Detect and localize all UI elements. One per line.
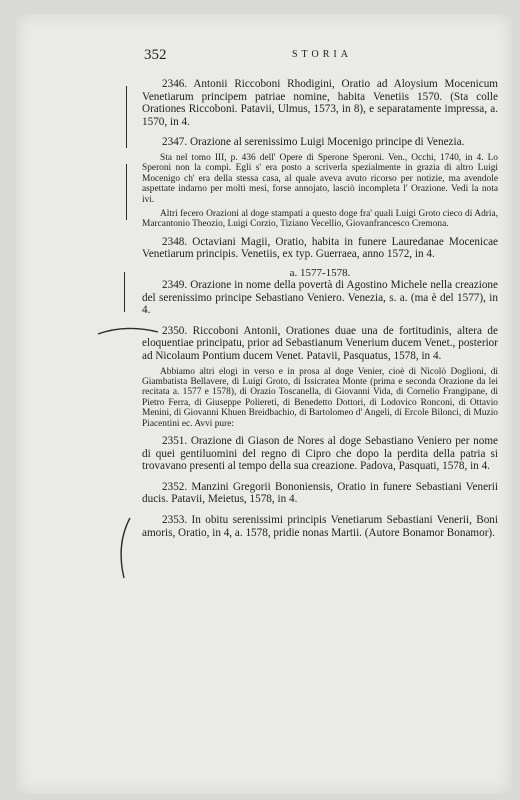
- entry-2347: 2347. Orazione al serenissimo Luigi Mocenigo principe di Venezia.: [162, 136, 465, 149]
- entry-2350: 2350. Riccoboni Antonii, Orationes duae una de fortitudinis, altera de eloquentiae principatu, prior ad Sebastianum Venerium ducem Venet., posterior ad Nicolaum Pontium ducem Venet. Patavii, Pasquatus, 1578, in 4.: [142, 324, 498, 362]
- margin-bracket-2351: [106, 514, 136, 584]
- margin-bracket-2347: [126, 164, 127, 220]
- year-heading: a. 1577-1578.: [289, 267, 351, 279]
- entry-2353: 2353. In obitu serenissimi principis Venetiarum Sebastiani Venerii, Boni amoris, Oratio, in 4, a. 1578, pridie nonas Martii. (Autore Bonamor Bonamor).: [142, 513, 498, 539]
- entry-2346: 2346. Antonii Riccoboni Rhodigini, Oratio ad Aloysium Mocenicum Venetiarum principem patriae nomine, habita Venetiis 1570. (Sta colle Orationes Riccoboni. Patavii, Ulmus, 1573, in 8), e separatamente impressa, a. 1570, in 4.: [142, 78, 498, 128]
- note-2347-b: Altri fecero Orazioni al doge stampati a questo doge fra' quali Luigi Groto cieco di Adria, Marcantonio Theozio, Luigi Corzio, Tiziano Vecellio, Giovanfrancesco Cremona.: [142, 209, 498, 230]
- book-page: [16, 14, 512, 794]
- entry-2352: 2352. Manzini Gregorii Bononiensis, Oratio in funere Sebastiani Venerii ducis. Patavii, Meietus, 1578, in 4.: [142, 480, 498, 506]
- entry-2348: 2348. Octaviani Magii, Oratio, habita in funere Lauredanae Mocenicae Venetiarum principis. Venetiis, ex typ. Guerraea, anno 1572, in 4.: [142, 235, 498, 261]
- note-2350: Abbiamo altri elogi in verso e in prosa al doge Venier, cioè di Nicolò Doglioni, di Giambatista Bellavere, di Luigi Groto, di Issicratea Monte (prima e seconda Orazione da lei recitata a. 1577 e 1578), di Orazio Toscanella, di Giovanni Vida, di Cornelio Frangipane, di Pietro Ferra, di Giuseppe Poliereti, di Benedetto Dottori, di Lodovico Ronconi, di Ottavio Menini, di Giovanni Khuen Breidbachio, di Bartolomeo d' Angeli, di Ercole Bilonci, di Muzio Piacentini ec. Avvi pure:: [142, 366, 498, 429]
- page-body: [142, 78, 498, 539]
- margin-bracket-2348: [124, 272, 125, 312]
- entry-2351: 2351. Orazione di Giason de Nores al doge Sebastiano Veniero per nome di quei gentiluomini del regno di Cipro che dopo la perdita della patria si trovavano presenti al tempo della sua creazione. Padova, Pasquati, 1578, in 4.: [142, 435, 498, 473]
- note-2347-a: Sta nel tomo III, p. 436 dell' Opere di Sperone Speroni. Ven., Occhi, 1740, in 4. Lo Speroni non la compì. Egli s' era posto a scriverla spezialmente in grazia di altro Luigi Mocenigo ch' era della stessa casa, al quale aveva avuto ricorso per notizie, ma avendole aspettate indarno per molti mesi, forse annojato, lasciò incompleta l' Orazione. Vedi la nota ivi.: [142, 152, 498, 205]
- entry-2349: 2349. Orazione in nome della povertà di Agostino Michele nella creazione del serenissimo principe Sebastiano Veniero. Venezia, s. a. (ma è del 1577), in 4.: [142, 279, 498, 317]
- page-number: 352: [144, 47, 167, 63]
- running-head: STORIA: [292, 49, 352, 60]
- margin-bracket-2346: [126, 86, 127, 148]
